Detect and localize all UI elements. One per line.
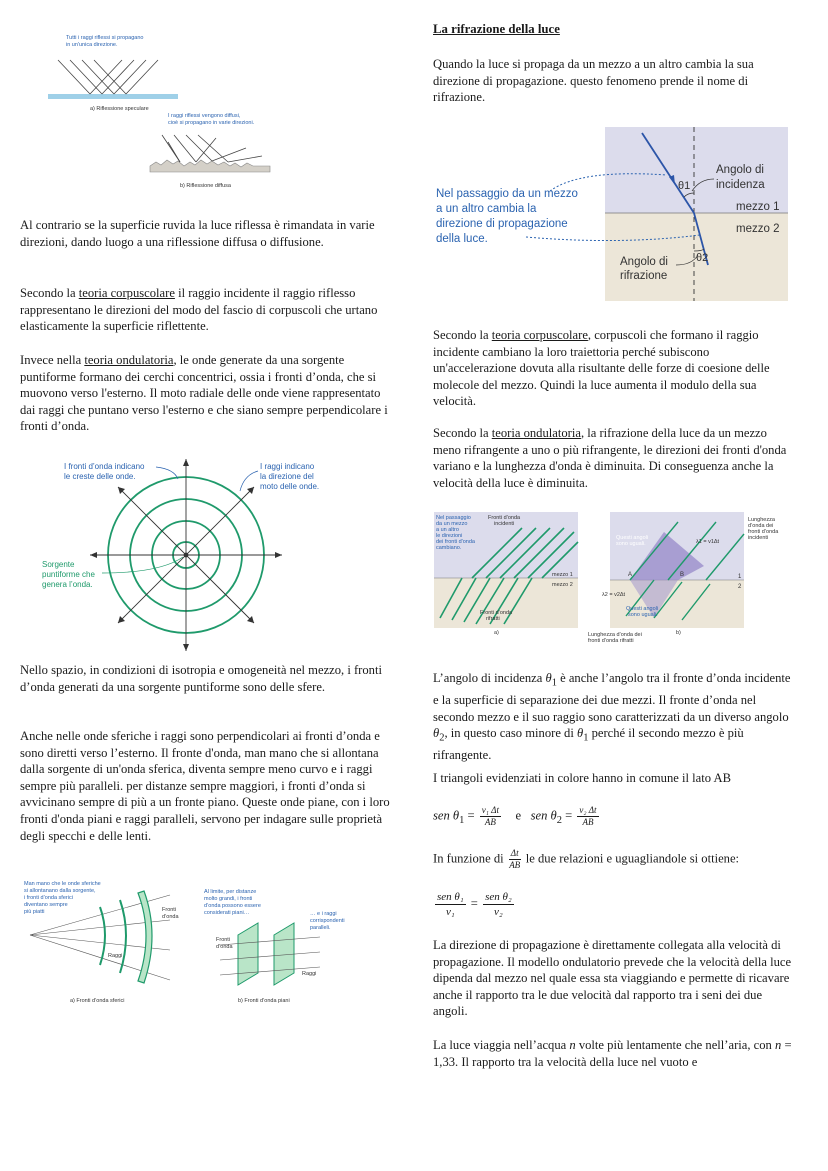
a-m2: mezzo 2 xyxy=(552,582,573,588)
sub: 2 xyxy=(556,814,562,826)
n-symbol-2: n xyxy=(775,1038,782,1052)
a-incident-1: Fronti d’onda xyxy=(488,515,521,521)
text: Invece nella xyxy=(20,353,85,367)
eq1-equals-2: = xyxy=(565,808,573,823)
refraction-note-4: della luce. xyxy=(436,233,488,245)
b-lambda2: λ2 = v2Δt xyxy=(602,592,626,598)
pl-note-2: molto grandi, i fronti xyxy=(204,896,253,902)
theta2-label: θ2 xyxy=(696,252,709,264)
label-fronts-2: le creste delle onde. xyxy=(64,472,136,481)
pl-note-r1: … e i raggi xyxy=(310,911,337,917)
eq1-frac2 xyxy=(577,805,598,828)
b-len-r2: fronti d’onda rifratti xyxy=(588,638,634,644)
eq1-frac1 xyxy=(480,805,501,828)
sph-note-2: si allontanano dalla sorgente, xyxy=(24,888,96,894)
sph-rays: Raggi xyxy=(108,953,123,959)
specular-label: a) Riflessione speculare xyxy=(90,106,149,112)
eq1-and: e xyxy=(515,808,522,823)
right-paragraph-8 xyxy=(433,1037,793,1070)
right-paragraph-5: I triangoli evidenziati in colore hanno in comune il lato AB xyxy=(433,771,731,785)
eq1-num1: v₁ Δt xyxy=(481,805,499,815)
sph-note-1: Man mano che le onde sferiche xyxy=(24,881,101,887)
medium2-label: mezzo 2 xyxy=(736,223,780,235)
pl-note-3: d’onda possono essere xyxy=(204,903,261,909)
a-incident-2: incidenti xyxy=(494,521,515,527)
eq1-sen2: sen θ xyxy=(530,808,557,823)
sph-note-4: diventano sempre xyxy=(24,902,68,908)
eq2-num1: sen θ₁ xyxy=(437,891,464,903)
sph-caption: a) Fronti d’onda sferici xyxy=(70,998,125,1004)
wavefront-figure xyxy=(40,455,340,655)
fronts-figure xyxy=(20,875,400,1010)
label-fronts-1: I fronti d’onda indicano xyxy=(64,462,145,471)
specular-caption-top2: in un'unica direzione. xyxy=(66,42,118,48)
p6-num: Δt xyxy=(510,848,519,858)
theta1-symbol-b: θ xyxy=(577,726,584,741)
b-two: 2 xyxy=(738,584,742,590)
left-paragraph-3 xyxy=(20,352,390,435)
right-paragraph-1: Quando la luce si propaga da un mezzo a un altro cambia la sua direzione di propagazione. questo fenomeno prende il nome di rifrazione. xyxy=(433,57,754,105)
concentric-waves-diagram xyxy=(40,455,340,655)
a-refr-1: Fronti d’onda xyxy=(480,610,513,616)
incidence-1: Angolo di xyxy=(716,164,764,176)
right-paragraph-7: La direzione di propagazione è direttamente collegata alla velocità di propagazione. Il modello ondulatorio prevede che la velocità della luce dipenda dal mezzo nel quale essa sta viaggiando e permette di ricavare anche il rapporto tra le due velocità dal rapporto tra i seni dei due angoli. xyxy=(433,938,792,1019)
eq1-num2: v₂ Δt xyxy=(579,805,597,815)
reflection-figure xyxy=(40,30,280,195)
pl-note-4: considerati piani… xyxy=(204,910,250,916)
pl-rays: Raggi xyxy=(302,971,317,977)
sph-note-5: più piatti xyxy=(24,909,45,915)
sub: 1 xyxy=(583,732,589,744)
sph-fronts-2: d’onda xyxy=(162,914,179,920)
link-teoria-ondulatoria: teoria ondulatoria xyxy=(84,353,174,367)
text: La luce viaggia nell’acqua xyxy=(433,1038,570,1052)
left-paragraph-1: Al contrario se la superficie ruvida la luce riflessa è rimandata in varie direzioni, dando luogo a una riflessione diffusa o diffusione. xyxy=(20,218,375,249)
label-rays-1: I raggi indicano xyxy=(260,462,315,471)
right-paragraph-6 xyxy=(433,848,793,871)
link-teoria-ondulatoria-2: teoria ondulatoria xyxy=(491,426,581,440)
a-note-3: a un altro xyxy=(436,527,459,533)
a-m1: mezzo 1 xyxy=(552,572,573,578)
label-rays-3: moto delle onde. xyxy=(260,482,320,491)
b-equal-4: sono uguali. xyxy=(628,612,658,618)
link-teoria-corpuscolare-2: teoria corpuscolare xyxy=(491,328,588,342)
label-rays-2: la direzione del xyxy=(260,472,314,481)
wavefront-refraction-diagram xyxy=(432,508,792,653)
text: Secondo la xyxy=(433,426,492,440)
text: , la rifrazione della luce da un mezzo meno rifrangente a uno o più rifrangente, le direzioni dei fronti d'onda variano e la lunghezza d'onda è diminuita. Di conseguenza anche la velocità della luce è diminuita. xyxy=(433,426,787,490)
fronts-diagram xyxy=(20,875,400,1010)
medium1-label: mezzo 1 xyxy=(736,201,780,213)
b-lambda1: λ1 = v1Δt xyxy=(696,539,720,545)
refraction-note-1: Nel passaggio da un mezzo xyxy=(436,188,578,200)
text: = 1,33. Il rapporto tra la velocità della luce nel vuoto e xyxy=(433,1038,792,1069)
a-refr-2: rifratti xyxy=(486,616,500,622)
a-label: a) xyxy=(494,630,499,636)
refraction-note-2: a un altro cambia la xyxy=(436,203,537,215)
left-paragraph-5: Anche nelle onde sferiche i raggi sono perpendicolari ai fronti d’onda e sono diretti verso l’esterno. Il fronte d'onda, man mano che si allontana dalla sorgente di un'onda sferica, diventa sempre meno curvo e i raggi sempre più paralleli. per distanze sempre maggiori, i fronti d’onda si avvicinano sempre di più a un fronte piano. Queste onde piane, con i loro fronti d'onda piani e raggi paralleli, servono per indagare sulle proprietà degli specchi e delle lenti. xyxy=(20,729,390,843)
n-symbol: n xyxy=(569,1038,576,1052)
p6-den: AB xyxy=(509,860,521,870)
diffuse-label: b) Riflessione diffusa xyxy=(180,183,231,189)
right-paragraph-2 xyxy=(433,327,793,410)
b-B: B xyxy=(680,572,685,578)
specular-caption-top: Tutti i raggi riflessi si propagano xyxy=(66,35,144,41)
eq2-den2: v₂ xyxy=(494,906,503,918)
a-note-1: Nel passaggio xyxy=(436,515,471,521)
section-title: La rifrazione della luce xyxy=(433,22,560,36)
diffuse-caption-top2: cioè si propagano in varie direzioni. xyxy=(168,120,255,126)
refraction-1: Angolo di xyxy=(620,256,668,268)
incidence-2: incidenza xyxy=(716,179,765,191)
text: In funzione di xyxy=(433,851,507,866)
left-paragraph-2 xyxy=(20,285,390,335)
label-source-3: genera l’onda. xyxy=(42,580,93,589)
sph-note-3: i fronti d’onda sferici xyxy=(24,895,73,901)
right-paragraph-4 xyxy=(433,670,793,764)
p6-frac xyxy=(509,848,521,871)
right-paragraph-3 xyxy=(433,425,793,491)
a-note-4: le direzioni xyxy=(436,533,463,539)
equation-1 xyxy=(433,805,601,828)
reflection-diagram xyxy=(40,30,280,195)
text: Secondo la xyxy=(20,286,79,300)
eq1-den2: AB xyxy=(582,817,594,827)
text: L’angolo di incidenza xyxy=(433,671,546,685)
theta2-symbol: θ xyxy=(433,726,440,741)
left-paragraph-4: Nello spazio, in condizioni di isotropia e omogeneità nel mezzo, i fronti d’onda generati da una sorgente puntiforme sono delle sfere. xyxy=(20,663,382,694)
a-note-6: cambiano. xyxy=(436,545,462,551)
sub: 2 xyxy=(439,732,445,744)
link-teoria-corpuscolare: teoria corpuscolare xyxy=(78,286,175,300)
text: , le onde generate da una sorgente puntiforme formano dei cerchi concentrici, ossia i fronti d’onda, che si muovono verso l'esterno. Il moto radiale delle onde viene rappresentato dai raggi che puntano verso l'esterno e che siano sempre perpendicolare i fronti d’onda. xyxy=(20,353,388,434)
sub: 1 xyxy=(551,677,557,689)
refraction-2: rifrazione xyxy=(620,270,668,282)
pl-note-1: Al limite, per distanze xyxy=(204,889,257,895)
wavefront-refraction-figure xyxy=(432,508,792,653)
pl-note-r3: paralleli. xyxy=(310,925,331,931)
b-len-4: incidenti xyxy=(748,535,769,541)
eq1-den1: AB xyxy=(484,817,496,827)
text: volte più lentamente che nell’aria, con xyxy=(575,1038,775,1052)
eq1-sen1: sen θ xyxy=(433,808,460,823)
b-equal-3: Questi angoli xyxy=(626,606,659,612)
b-len-r1: Lunghezza d’onda dei xyxy=(588,632,642,638)
refraction-diagram xyxy=(430,125,790,303)
label-source-2: puntiforme che xyxy=(42,570,95,579)
equation-2 xyxy=(433,890,516,919)
refraction-note-3: direzione di propagazione xyxy=(436,218,568,230)
pl-fronts-1: Fronti xyxy=(216,937,231,943)
a-note-2: da un mezzo xyxy=(436,521,468,527)
b-len-1: Lunghezza xyxy=(748,517,775,523)
text: , corpuscoli che formano il raggio incidente cambiano la loro traiettoria perché subiscono un'accelerazione dovuta alla risultante delle forze di coesione delle molecole del mezzo. Quindi la luce aumenta il modulo della sua velocità. xyxy=(433,328,770,409)
a-note-5: dei fronti d'onda xyxy=(436,539,475,545)
sub: 1 xyxy=(459,814,465,826)
b-equal-1: Questi angoli xyxy=(616,535,649,541)
eq2-equals: = xyxy=(470,896,478,911)
theta1-symbol: θ xyxy=(545,671,552,685)
sph-fronts-1: Fronti xyxy=(162,907,177,913)
label-source-1: Sorgente xyxy=(42,560,75,569)
b-len-3: fronti d’onda xyxy=(748,529,779,535)
pl-fronts-2: d’onda xyxy=(216,944,233,950)
b-len-2: d’onda dei xyxy=(748,523,774,529)
text: è anche l’angolo tra il fronte d’onda incidente e la superficie di separazione dei due mezzi. Il fronte d’onda nel secondo mezzo e il suo raggio sono caratterizzati da un diverso angolo xyxy=(433,671,791,724)
pl-caption: b) Fronti d’onda piani xyxy=(238,998,290,1004)
text: le due relazioni e uguagliandole si ottiene: xyxy=(522,851,740,866)
eq2-frac1 xyxy=(435,890,466,919)
b-one: 1 xyxy=(738,574,742,580)
text: Secondo la xyxy=(433,328,492,342)
eq2-num2: sen θ₂ xyxy=(485,891,512,903)
b-A: A xyxy=(628,572,633,578)
eq1-equals-1: = xyxy=(467,808,475,823)
eq2-frac2 xyxy=(483,890,514,919)
text: il raggio incidente il raggio riflesso rappresentano le direzioni del modo del fascio di corpuscoli che urtano elasticamente la superficie riflettente. xyxy=(20,286,378,334)
b-label: b) xyxy=(676,630,681,636)
diffuse-caption-top: I raggi riflessi vengono diffusi, xyxy=(168,113,241,119)
refraction-figure xyxy=(430,125,790,303)
pl-note-r2: corrispondenti xyxy=(310,918,345,924)
text: perché il secondo mezzo è più rifrangente. xyxy=(433,726,744,763)
b-equal-2: sono uguali. xyxy=(616,541,646,547)
text: , in questo caso minore di xyxy=(444,726,577,741)
eq2-den1: v₁ xyxy=(445,906,455,918)
theta1-label: θ1 xyxy=(678,180,691,192)
